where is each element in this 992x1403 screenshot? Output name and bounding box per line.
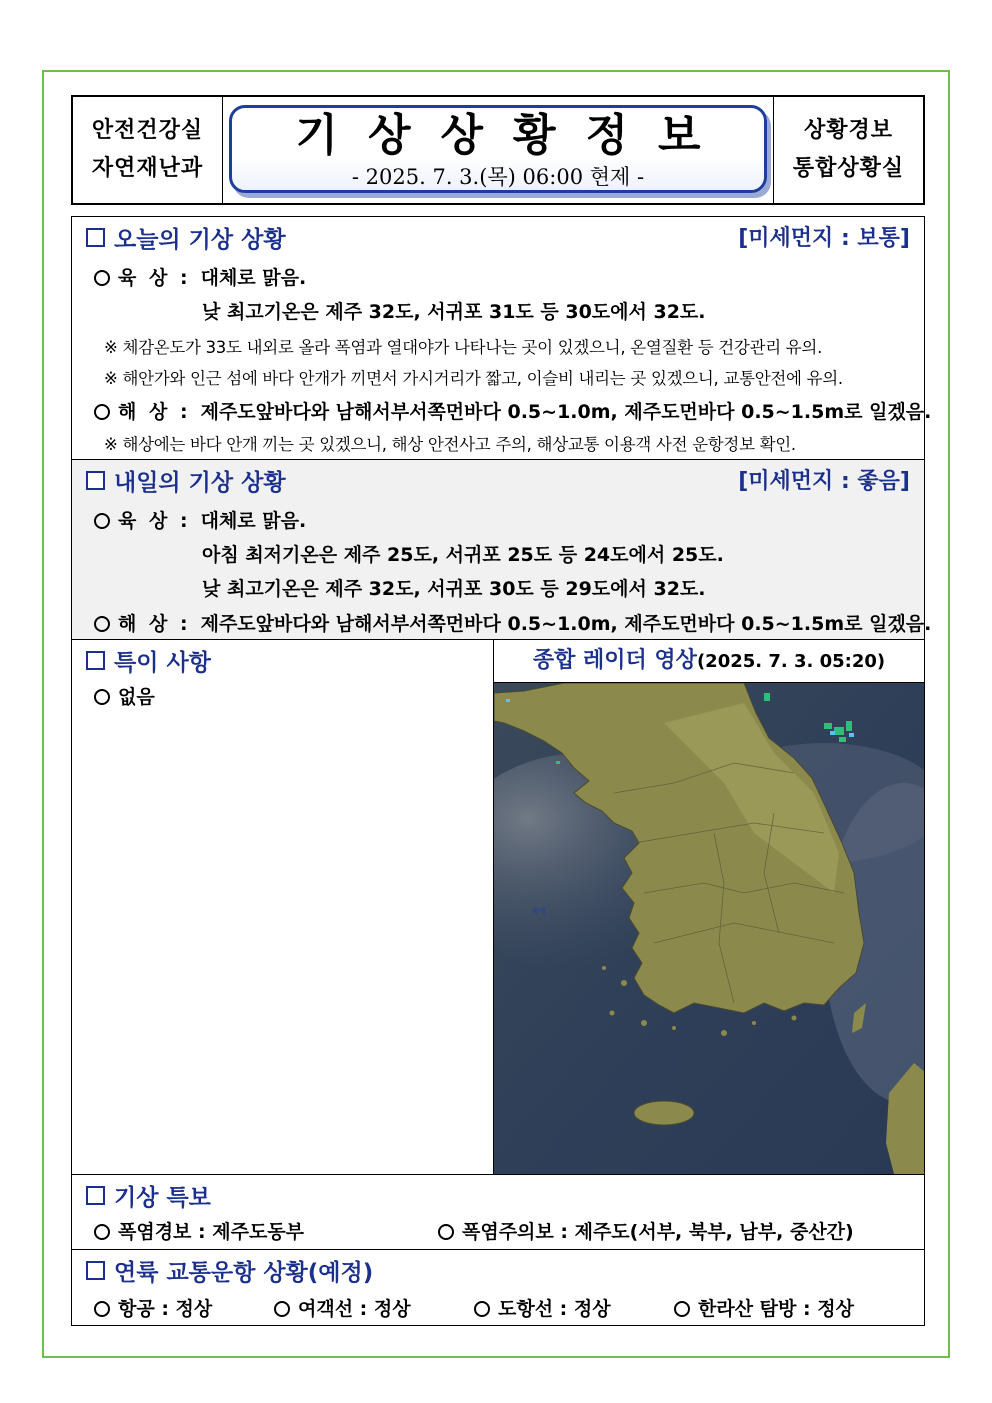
issuer-dept: 안전건강실 [91, 118, 204, 143]
issuer-division: 자연재난과 [91, 156, 204, 181]
circle-bullet-icon [438, 1224, 454, 1240]
radar-panel [494, 640, 924, 1174]
checkbox-icon [86, 1261, 105, 1280]
circle-bullet-icon [94, 689, 110, 705]
circle-bullet-icon [474, 1301, 490, 1317]
traffic-ferry: 여객선 : 정상 [274, 1294, 411, 1321]
circle-bullet-icon [94, 616, 110, 632]
tomorrow-land-low: 아침 최저기온은 제주 25도, 서귀포 25도 등 24도에서 25도. [202, 544, 724, 566]
special-title [86, 644, 211, 677]
title-box [229, 105, 767, 193]
traffic-title-text: 연륙 교통운항 상황(예정) [114, 1260, 374, 1286]
tomorrow-sea: 해 상 : 제주도앞바다와 남해서부서쪽먼바다 0.5~1.0m, 제주도먼바다 0.5~1.5m로 일겠음. [94, 609, 931, 636]
circle-bullet-icon [94, 404, 110, 420]
warning-title-text: 기상 특보 [114, 1185, 211, 1211]
warning-section [71, 1174, 925, 1249]
checkbox-icon [86, 471, 105, 490]
issuer-left [73, 97, 223, 203]
sea-label: 황해 [532, 907, 546, 915]
today-title-text: 오늘의 기상 상황 [114, 227, 286, 253]
today-note-heat: ※ 체감온도가 33도 내외로 올라 폭염과 열대야가 나타나는 곳이 있겠으니, 온열질환 등 건강관리 유의. [104, 338, 823, 357]
warning-title [86, 1179, 211, 1212]
issuer-alert: 상황경보 [803, 118, 893, 143]
warning-item-heat-warning: 폭염경보 : 제주도동부 [94, 1217, 304, 1244]
radar-image [494, 683, 924, 1174]
tomorrow-title-text: 내일의 기상 상황 [114, 470, 286, 496]
circle-bullet-icon [674, 1301, 690, 1317]
tomorrow-land: 육 상 : 대체로 맑음. [94, 506, 306, 533]
checkbox-icon [86, 651, 105, 670]
tomorrow-land-high: 낮 최고기온은 제주 32도, 서귀포 30도 등 29도에서 32도. [202, 578, 706, 600]
tomorrow-section [71, 459, 932, 639]
special-notes-panel [72, 640, 494, 1174]
traffic-hallasan: 한라산 탐방 : 정상 [674, 1294, 854, 1321]
tomorrow-title [86, 464, 286, 497]
jeju-island [634, 1101, 694, 1125]
today-title [86, 221, 286, 254]
today-dust: [미세먼지 : 보통] [738, 226, 910, 251]
report-header [71, 95, 925, 205]
issuer-right [773, 97, 923, 203]
radar-map-svg [494, 683, 924, 1174]
today-note-sea: ※ 해상에는 바다 안개 끼는 곳 있겠으니, 해상 안전사고 주의, 해상교통 이용객 사전 운항정보 확인. [104, 435, 796, 454]
radar-title: 종합 레이더 영상(2025. 7. 3. 05:20) [494, 640, 924, 683]
checkbox-icon [86, 1186, 105, 1205]
issuer-room: 통합상황실 [792, 156, 905, 181]
circle-bullet-icon [274, 1301, 290, 1317]
traffic-island-ferry: 도항선 : 정상 [474, 1294, 611, 1321]
circle-bullet-icon [94, 1224, 110, 1240]
tomorrow-dust: [미세먼지 : 좋음] [738, 469, 910, 494]
special-item: 없음 [94, 682, 155, 709]
title-area [223, 97, 773, 203]
checkbox-icon [86, 228, 105, 247]
report-title: 기상상황정보 [295, 110, 731, 161]
special-section [71, 639, 925, 1174]
today-land-high: 낮 최고기온은 제주 32도, 서귀포 31도 등 30도에서 32도. [202, 301, 706, 323]
today-section [71, 216, 932, 459]
today-land: 육 상 : 대체로 맑음. [94, 263, 306, 290]
traffic-title [86, 1254, 373, 1287]
report-date: - 2025. 7. 3.(목) 06:00 현제 - [351, 165, 645, 189]
special-title-text: 특이 사항 [114, 650, 211, 676]
circle-bullet-icon [94, 270, 110, 286]
circle-bullet-icon [94, 1301, 110, 1317]
circle-bullet-icon [94, 513, 110, 529]
traffic-air: 항공 : 정상 [94, 1294, 212, 1321]
today-note-fog: ※ 해안가와 인근 섬에 바다 안개가 끼면서 가시거리가 짧고, 이슬비 내리는 곳 있겠으니, 교통안전에 유의. [104, 369, 843, 388]
warning-item-heat-advisory: 폭염주의보 : 제주도(서부, 북부, 남부, 중산간) [438, 1217, 854, 1244]
today-sea: 해 상 : 제주도앞바다와 남해서부서쪽먼바다 0.5~1.0m, 제주도먼바다 0.5~1.5m로 일겠음. [94, 397, 931, 424]
traffic-section [71, 1249, 925, 1326]
